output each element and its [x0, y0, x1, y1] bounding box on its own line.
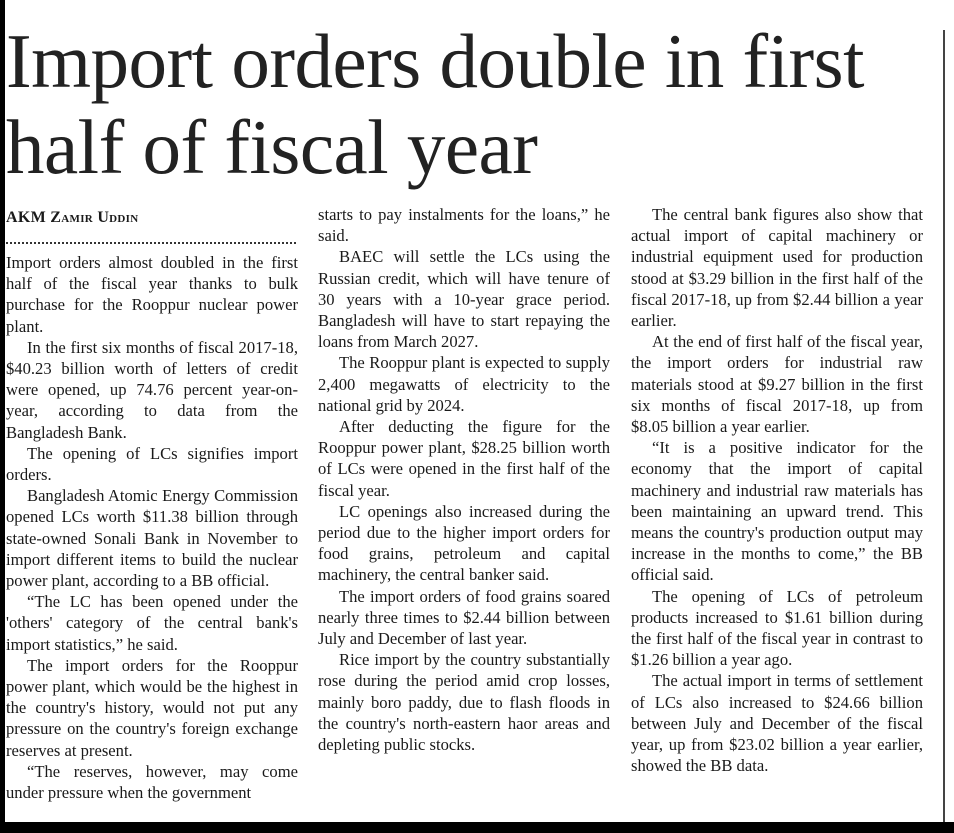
paragraph: “It is a positive indicator for the economy that the import of capital machinery and industrial raw materials has been maintaining an upward trend. This means the country's production output may increase in the months to come,” the BB official said.	[631, 438, 923, 585]
paragraph: The Rooppur plant is expected to supply 2,400 megawatts of electricity to the national grid by 2024.	[318, 353, 610, 415]
paragraph: The opening of LCs signifies import orders.	[6, 443, 298, 485]
paragraph: Bangladesh Atomic Energy Commission opened LCs worth $11.38 billion through state-owned Sonali Bank in November to import different items to build the nuclear power plant, according to a BB official.	[6, 486, 298, 591]
byline-divider	[6, 234, 296, 244]
headline: Import orders double in first half of fiscal year	[6, 18, 864, 190]
paragraph: BAEC will settle the LCs using the Russian credit, which will have tenure of 30 years with a 10-year grace period. Bangladesh will have to start repaying the loans from March 2027.	[318, 247, 610, 352]
paragraph: “The reserves, however, may come under pressure when the government	[6, 761, 298, 803]
paragraph: Rice import by the country substantially rose during the period amid crop losses, mainly boro paddy, due to flash floods in the country's north-eastern haor areas and depleting public stocks.	[318, 650, 610, 755]
column-rule	[943, 30, 945, 825]
paragraph: The opening of LCs of petroleum products increased to $1.61 billion during the first half of the fiscal year in contrast to $1.26 billion a year ago.	[631, 586, 923, 670]
column-2	[318, 204, 610, 822]
paragraph: The import orders of food grains soared nearly three times to $2.44 billion between July and December of last year.	[318, 586, 610, 649]
left-border	[0, 0, 5, 833]
paragraph: At the end of first half of the fiscal year, the import orders for industrial raw materials stood at $9.27 billion in the first six months of fiscal 2017-18, up from $8.05 billion a year earlier.	[631, 332, 923, 437]
column-3	[631, 204, 923, 822]
paragraph: Import orders almost doubled in the first half of the fiscal year thanks to bulk purchase for the Rooppur nuclear power plant.	[6, 253, 298, 336]
paragraph: In the first six months of fiscal 2017-18, $40.23 billion worth of letters of credit were opened, up 74.76 percent year-on-year, according to data from the Bangladesh Bank.	[6, 337, 298, 442]
paragraph: The import orders for the Rooppur power plant, which would be the highest in the country's history, would not put any pressure on the country's foreign exchange reserves at present.	[6, 655, 298, 760]
paragraph: After deducting the figure for the Rooppur power plant, $28.25 billion worth of LCs were opened in the first half of the fiscal year.	[318, 417, 610, 500]
bottom-border	[0, 822, 954, 833]
column-1	[6, 204, 298, 822]
paragraph: The actual import in terms of settlement of LCs also increased to $24.66 billion between July and December of the fiscal year, up from $23.02 billion a year earlier, showed the BB data.	[631, 671, 923, 776]
paragraph: “The LC has been opened under the 'others' category of the central bank's import statistics,” he said.	[6, 592, 298, 654]
paragraph: LC openings also increased during the period due to the higher import orders for food grains, petroleum and capital machinery, the central banker said.	[318, 501, 610, 585]
byline: AKM Zamir Uddin	[6, 209, 139, 226]
paragraph: The central bank figures also show that actual import of capital machinery or industrial equipment used for production stood at $3.29 billion in the first half of the fiscal 2017-18, up from $2.44 billion a year earlier.	[631, 205, 923, 331]
paragraph: starts to pay instalments for the loans,” he said.	[318, 205, 610, 246]
